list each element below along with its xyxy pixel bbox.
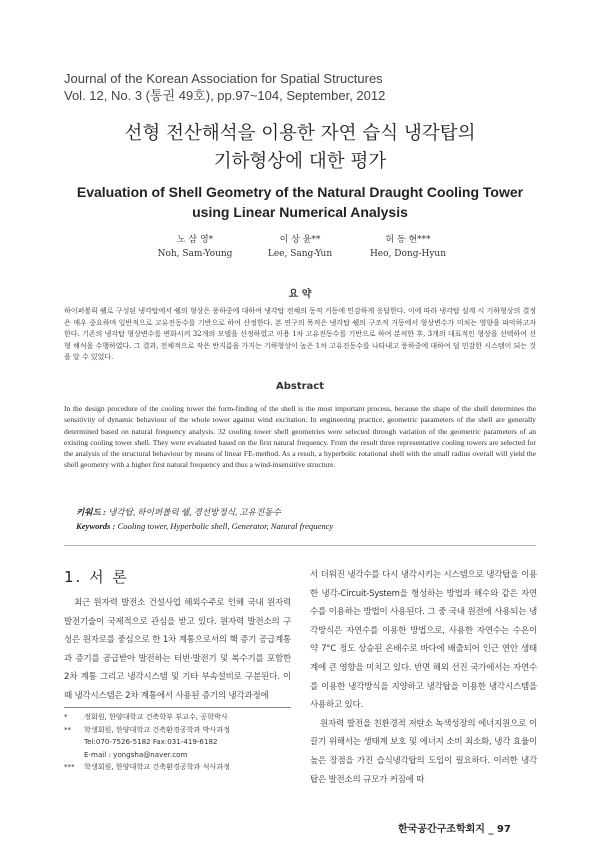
footnote-line: 정회원, 한양대학교 건축학부 부교수, 공학박사 bbox=[84, 712, 228, 721]
keywords-en-text: Cooling tower, Hyperbolic shell, Generator, Natural frequency bbox=[117, 521, 334, 531]
keywords-en-label: Keywords : bbox=[76, 521, 116, 531]
footnote-mark: ** bbox=[64, 724, 72, 734]
abstract-english-heading: Abstract bbox=[275, 381, 325, 392]
footnote-3 bbox=[64, 761, 294, 774]
author-name-en: Heo, Dong-Hyun bbox=[369, 249, 447, 259]
body-paragraph: 서 더워진 냉각수를 다시 냉각시키는 시스템으로 냉각탑을 이용한 냉각-Circuit-System을 형성하는 방법과 해수와 같은 자연수를 이용하는 방법이 사용된다. 그 중 국내 원전에 사용되는 냉각방식은 자연수를 이용한 방법으로, 사용한 자연수는 수온이 약 7°C 정도 상승된 온배수로 바다에 배출되어 인근 연안 생태계에 큰 영향을 미치고 있다. 반면 해외 선진 국가에서는 자연수를 이용한 냉각방식을 지양하고 냉각탑을 이용한 냉각시스템을 사용하고 있다. bbox=[310, 570, 537, 711]
journal-issue: Vol. 12, No. 3 (통권 49호), pp.97~104, September, 2012 bbox=[64, 88, 386, 103]
author-name-en: Noh, Sam-Young bbox=[157, 249, 233, 259]
author-name-ko: 허 동 현*** bbox=[385, 235, 431, 245]
author-name-ko: 이 상 윤** bbox=[279, 235, 321, 245]
author-name-ko: 노 삼 영* bbox=[176, 235, 214, 245]
footnote-2 bbox=[64, 724, 294, 762]
title-korean-line1: 선형 전산해석을 이용한 자연 습식 냉각탑의 bbox=[124, 123, 476, 144]
abstract-english-text: In the design procedure of the cooling tower the form-finding of the shell is the most important process, because the shape of the shell determines the sensitivity of dynamic behaviour of the whole tower against wind excitation. In engineering practice, geometric parameters of the shell are generally determined based on natural frequency analysis. 32 cooling tower shell geometries were selected through variation of the geometric parameters of an existing cooling tower shell. They were evaluated based on the first natural frequency. From the result three representative cooling towers are selected for the analysis of the structural behaviour by means of linear FE-method. As a result, a hyperbolic rotational shell with the small radius overall will yield the shell geometry with a higher first natural frequency and thus a wind-insensitive structure. bbox=[64, 404, 536, 470]
footnote-line: Tel:070-7526-5182 Fax:031-419-6182 bbox=[84, 737, 218, 746]
footnote-1 bbox=[64, 711, 294, 724]
title-english-line2: using Linear Numerical Analysis bbox=[192, 204, 408, 220]
journal-header bbox=[64, 70, 385, 104]
author-1 bbox=[135, 233, 255, 261]
introduction-heading: 1. 서 론 bbox=[64, 568, 129, 586]
footnote-line: 학생회원, 한양대학교 건축환경공학과 석사과정 bbox=[84, 762, 231, 771]
author-3 bbox=[348, 233, 468, 261]
keywords-ko-label: 키워드 : bbox=[76, 507, 106, 517]
body-paragraph: 최근 원자력 발전소 건설사업 해외수주로 인해 국내 원자력 발전기술이 국제적으로 관심을 받고 있다. 원자력 발전소의 구성은 원자로를 중심으로 한 1차 계통으로서의 핵 증기 공급계통과 증기를 공급받아 발전하는 터빈·발전기 및 복수기를 포함한 2차 계통 그리고 냉각시스템 및 기타 부속설비로 구분된다. 이때 냉각시스템은 2차 계통에서 사용된 증기의 냉각과정에 bbox=[64, 598, 291, 701]
abstract-korean-heading: 요 약 bbox=[288, 289, 312, 300]
title-english-line1: Evaluation of Shell Geometry of the Natural Draught Cooling Tower bbox=[76, 184, 524, 200]
section-divider bbox=[64, 545, 536, 546]
journal-name: Journal of the Korean Association for Spatial Structures bbox=[64, 71, 383, 86]
body-column-left bbox=[64, 594, 291, 706]
body-column-right bbox=[310, 566, 537, 814]
keywords-ko-text: 냉각탑, 하이퍼볼릭 쉘, 경선방정식, 고유진동수 bbox=[108, 507, 281, 517]
footnote-mark: * bbox=[64, 712, 68, 721]
footnote-mark: *** bbox=[64, 762, 75, 771]
page-footer: 한국공간구조학회지 _ 97 bbox=[398, 824, 511, 835]
footnotes bbox=[64, 711, 294, 774]
footnote-line: E-mail : yongsha@naver.com bbox=[84, 749, 188, 759]
title-english bbox=[0, 182, 600, 222]
footnote-line: 학생회원, 한양대학교 건축환경공학과 박사과정 bbox=[84, 724, 231, 734]
keywords-english bbox=[76, 519, 333, 533]
author-name-en: Lee, Sang-Yun bbox=[267, 249, 333, 259]
keywords-block bbox=[76, 505, 333, 533]
keywords-korean bbox=[76, 505, 333, 519]
title-korean-line2: 기하형상에 대한 평가 bbox=[213, 151, 387, 172]
author-2 bbox=[240, 233, 360, 261]
footnote-rule bbox=[64, 707, 291, 708]
abstract-korean-text: 하이퍼볼릭 쉘로 구성된 냉각탑에서 쉘의 형상은 풍하중에 대하여 냉각탑 전체의 동적 거동에 민감하게 응답한다. 이에 따라 냉각탑 설계 시 기하형상의 결정은 매우 중요하며 일반적으로 고유진동수를 기반으로 하여 산정한다. 본 연구의 목적은 냉각탑 쉘의 구조적 거동에서 형상변수가 미치는 영향을 파악하고자 한다. 기존의 냉각탑 형상변수를 변화시켜 32개의 모델을 선정하였고 이용 1차 고유진동수를 기반으로 하여 분석한 후, 3개의 대표적인 형상을 선택하여 선형 해석을 수행하였다. 그 결과, 전체적으로 작은 반지름을 가지는 기하형상이 높은 1차 고유진동수를 나타내고 풍하중에 대하여 덜 민감한 시스템이 되는 것을 알 수 있었다. bbox=[64, 306, 536, 361]
body-paragraph: 원자력 발전을 친환경적 저탄소 녹색성장의 에너지원으로 이끌기 위해서는 생태계 보호 및 에너지 소비 최소화, 냉각 효율이 높은 장점을 가진 습식냉각탑의 도입이 필요하다. 이러한 냉각탑은 발전소의 규모가 커짐에 따 bbox=[310, 718, 537, 785]
title-korean bbox=[0, 120, 600, 176]
